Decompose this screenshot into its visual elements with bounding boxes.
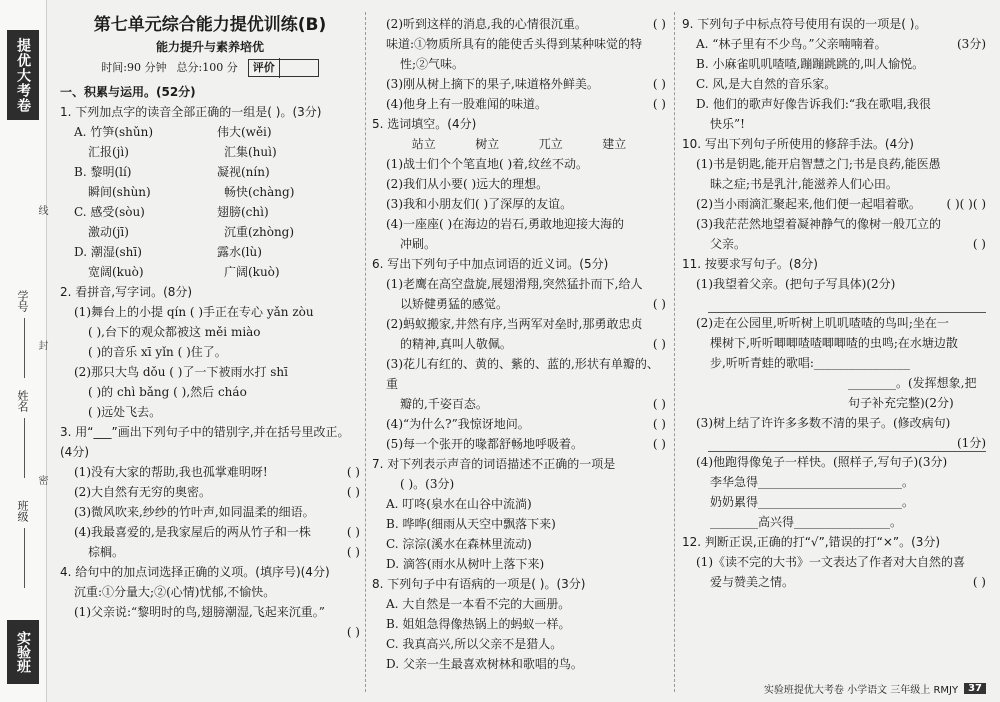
answer-slot[interactable]: ( ) [346,625,360,639]
question-text: 棕榈。 [88,545,125,559]
student-id-line [24,318,25,378]
question-line: 棵树下,听听唧唧喳喳唧唧喳的虫鸣;在水塘边散 [710,336,958,350]
option-text: C. 感受(sòu) [74,205,145,219]
option-text: 畅快(chàng) [224,185,295,199]
answer-slot[interactable]: ( ) [652,97,666,111]
question-text: (5)每一个张开的喙都舒畅地呼吸着。 [386,437,583,451]
option-text: ________。(发挥想象,把句子补充完整)(2分) [848,376,977,410]
question-line [60,482,360,502]
question-line: (2)蚂蚁搬家,井然有序,当两军对垒时,那勇敢忠贞 [386,317,643,331]
answer-slot[interactable]: ( ) [972,575,986,589]
answer-slot[interactable]: ( ) [652,297,666,311]
question-line: (1)书是钥匙,能开启智慧之门;书是良药,能医愚 [696,157,941,171]
question-heading: 2. 看拼音,写字词。(8分) [60,285,193,299]
question-line [682,234,986,254]
question-line: B. 哗哗(细雨从天空中飘落下来) [386,517,556,531]
question-text: 父亲。 [710,237,747,251]
question-text: 的精神,真叫人敬佩。 [400,337,512,351]
option-text: 露水(lù) [217,245,262,259]
question-line: ( )的 chì bǎng ( ),然后 cháo [88,385,247,399]
class-line [24,528,25,588]
evaluation-box[interactable] [248,59,319,77]
question-heading: 9. 下列句子中标点符号使用有误的一项是( )。 [682,17,927,31]
page-subtitle: 能力提升与素养培优 [155,40,264,54]
option-text: 汇集(huì) [224,145,277,159]
question-line: (2)走在公园里,听听树上叽叽喳喳的鸟叫;坐在一 [696,316,949,330]
question-line: (3)我和小朋友们( )了深厚的友谊。 [386,197,573,211]
brand-logo-bottom: 实验班 [7,620,39,684]
answer-slot[interactable]: ( ) [652,17,666,31]
question-line: ( ),台下的观众都被这 měi miào [88,325,261,339]
question-line: D. 滴答(雨水从树叶上落下来) [386,557,545,571]
option-text: 汇报(jì) [88,145,129,159]
question-line: 李华急得________________________。 [710,475,915,489]
option-text: 伟大(wěi) [217,125,272,139]
question-line [372,94,666,114]
footer-text: 实验班提优大考卷 小学语文 三年级上 RMJY [763,685,959,696]
question-line: D. 他们的歌声好像告诉我们:“我在歌唱,我很 [696,97,931,111]
option-text: 瞬间(shùn) [88,185,151,199]
question-line: ( )的音乐 xī yǐn ( )住了。 [88,345,227,359]
column-divider [365,12,366,692]
question-line [60,462,360,482]
question-line: 冲刷。 [400,237,437,251]
question-line: A. 叮咚(泉水在山谷中流淌) [386,497,532,511]
question-line [372,334,666,354]
question-line: 奶奶累得________________________。 [710,495,915,509]
question-line: (3)花儿有红的、黄的、紫的、蓝的,形状有单瓣的、重 [386,357,659,391]
question-line [372,294,666,314]
question-line: (2)我们从小要( )远大的理想。 [386,177,549,191]
cut-mark-line: 线 [36,205,47,215]
page-footer [764,681,986,696]
option-text: 广阔(kuò) [224,265,280,279]
question-heading: 11. 按要求写句子。(8分) [682,257,818,271]
question-text: 爱与赞美之情。 [710,575,795,589]
question-line: 沉重:①分量大;②(心情)忧郁,不愉快。 [74,585,276,599]
answer-slot[interactable]: ( ) [346,545,360,559]
question-line: (1)舞台上的小提 qín ( )手正在专心 yǎn zòu [74,305,314,319]
question-line: 昧之症;书是乳汁,能滋养人们心田。 [710,177,898,191]
question-text: 瓣的,千姿百态。 [400,397,488,411]
question-text: (3)刚从树上摘下的果子,味道格外鲜美。 [386,77,599,91]
question-line: (2)那只大鸟 dǒu ( )了一下被雨水打 shī [74,365,288,379]
answer-slot[interactable]: ( ) [346,525,360,539]
question-line [60,162,360,182]
option-text [710,373,848,413]
answer-slot[interactable]: ( ) [652,397,666,411]
question-line [60,182,360,202]
question-line: ________高兴得________________。 [710,515,903,529]
question-line: (3)微风吹来,纱纱的竹叶声,如同温柔的细语。 [74,505,315,519]
question-line [372,14,666,34]
option-text: 宽阔(kuò) [88,265,144,279]
question-line: 快乐”! [710,117,745,131]
question-line: D. 父亲一生最喜欢树林和歌唱的鸟。 [386,657,583,671]
column-1-body [60,82,360,639]
option-text: A. 竹笋(shǔn) [74,125,154,139]
option-text: 兀立 [538,137,563,151]
question-line: C. 风,是大自然的音乐家。 [696,77,837,91]
question-line: (1)老鹰在高空盘旋,展翅滑翔,突然猛扑而下,给人 [386,277,643,291]
question-line [60,142,360,162]
question-line: (3)树上结了许许多多数不清的果子。(修改病句) [696,416,951,430]
answer-slot[interactable]: (3分) [957,37,986,51]
column-1 [60,0,360,702]
question-line: B. 姐姐急得像热锅上的蚂蚁一样。 [386,617,571,631]
option-text: 树立 [475,137,500,151]
answer-slot[interactable]: ( ) [946,197,960,211]
question-text: (1)没有大家的帮助,我也孤掌难明呀! [74,465,268,479]
question-text: (2)当小雨滴汇聚起来,他们便一起唱着歌。 [696,197,921,211]
question-text: (2)大自然有无穷的奥密。 [74,485,211,499]
time-label: 时间:90 分钟 [101,61,167,74]
question-line: C. 淙淙(溪水在森林里流动) [386,537,532,551]
answer-slot[interactable]: ( ) [652,337,666,351]
column-3-body [682,14,986,592]
question-line [60,122,360,142]
question-line [372,434,666,454]
evaluation-label: 评价 [249,58,280,78]
answer-slot[interactable]: ( ) [972,237,986,251]
question-line: 步,听听青蛙的歌唱:________________ [710,356,910,370]
question-line [372,414,666,434]
question-line [372,394,666,414]
cut-mark-secret: 密 [36,475,47,485]
question-line: (4)一座座( )在海边的岩石,勇敢地迎接大海的 [386,217,624,231]
question-line [60,202,360,222]
column-2 [372,0,666,702]
question-heading: 4. 给句中的加点词选择正确的义项。(填序号)(4分) [60,565,330,579]
answer-slot[interactable]: ( ) [346,465,360,479]
student-id-label: 学号 [16,290,29,312]
question-line: ( )。(3分) [400,477,455,491]
answer-line[interactable] [708,433,986,452]
question-line: ( )远处飞去。 [88,405,162,419]
question-line: (3)我茫茫然地望着凝神静气的像树一般兀立的 [696,217,941,231]
question-heading: 10. 写出下列句子所使用的修辞手法。(4分) [682,137,914,151]
class-label: 班级 [16,500,29,522]
brand-logo-top: 提优大考卷 [7,30,39,120]
question-line [372,74,666,94]
question-heading: 12. 判断正误,正确的打“√”,错误的打“×”。(3分) [682,535,941,549]
question-text: 以矫健勇猛的感觉。 [400,297,509,311]
column-3 [682,0,986,702]
question-line [372,134,666,154]
answer-line[interactable] [708,294,986,313]
question-heading: 3. 用“___”画出下列句子中的错别字,并在括号里改正。(4分) [60,425,350,459]
question-line: A. “林子里有不少鸟。”父亲喃喃着。 [696,37,887,51]
question-line: 性;②气味。 [400,57,465,71]
question-line [682,572,986,592]
question-line [60,262,360,282]
option-text: D. 潮湿(shī) [74,245,142,259]
question-line: (1)战士们个个笔直地( )着,纹丝不动。 [386,157,588,171]
option-text: 翅膀(chì) [217,205,269,219]
exam-meta [60,58,360,78]
question-heading: 7. 对下列表示声音的词语描述不正确的一项是 [372,457,616,471]
question-line: B. 小麻雀叽叽喳喳,蹦蹦跳跳的,叫人愉悦。 [696,57,925,71]
answer-slot[interactable]: (1分) [957,436,986,450]
answer-slot[interactable]: ( ) [346,485,360,499]
question-line: (4)他跑得像兔子一样快。(照样子,写句子)(3分) [696,455,948,469]
page-number: 37 [964,683,986,694]
question-line [60,222,360,242]
option-text: 沉重(zhòng) [224,225,295,239]
question-text: (2)听到这样的消息,我的心情很沉重。 [386,17,587,31]
cut-mark-seal: 封 [36,340,47,350]
question-text: (4)“为什么?”我惊讶地问。 [386,417,530,431]
question-line: (1)我望着父亲。(把句子写具体)(2分) [696,277,896,291]
question-text: (4)他身上有一股难闻的味道。 [386,97,547,111]
option-text: 凝视(nín) [217,165,270,179]
name-label: 姓名 [16,390,29,412]
question-heading: 1. 下列加点字的读音全部正确的一组是( )。(3分) [60,105,322,119]
answer-slot[interactable]: ( )( ) [959,197,986,211]
question-line [60,542,360,562]
question-line: 味道:①物质所具有的能使舌头得到某种味觉的特 [386,37,643,51]
question-heading: 5. 选词填空。(4分) [372,117,477,131]
question-line: (1)父亲说:“黎明时的鸟,翅膀潮湿,飞起来沉重。” [74,605,325,619]
question-line [682,194,986,214]
answer-slot[interactable]: ( ) [652,417,666,431]
answer-slot[interactable]: ( ) [652,77,666,91]
column-divider [674,12,675,692]
question-heading: 6. 写出下列句子中加点词语的近义词。(5分) [372,257,609,271]
option-text: 建立 [602,137,627,151]
option-text: 激动(jī) [88,225,129,239]
answer-slot[interactable]: ( ) [652,437,666,451]
binding-strip [0,0,47,702]
column-2-body [372,14,666,674]
score-label: 总分:100 分 [176,61,238,74]
question-heading: 8. 下列句子中有语病的一项是( )。(3分) [372,577,586,591]
question-line [60,242,360,262]
page-title: 第七单元综合能力提优训练(B) [93,15,327,35]
name-line [24,418,25,478]
question-line: A. 大自然是一本看不完的大画册。 [386,597,571,611]
option-text: 站立 [411,137,436,151]
question-line [682,373,986,413]
question-heading: 一、积累与运用。(52分) [60,85,196,99]
question-line: C. 我真高兴,所以父亲不是猎人。 [386,637,563,651]
option-text: B. 黎明(lí) [74,165,132,179]
question-line: (1)《读不完的大书》一文表达了作者对大自然的喜 [696,555,965,569]
question-line: (4)我最喜爱的,是我家屋后的两从竹子和一株 [74,525,311,539]
